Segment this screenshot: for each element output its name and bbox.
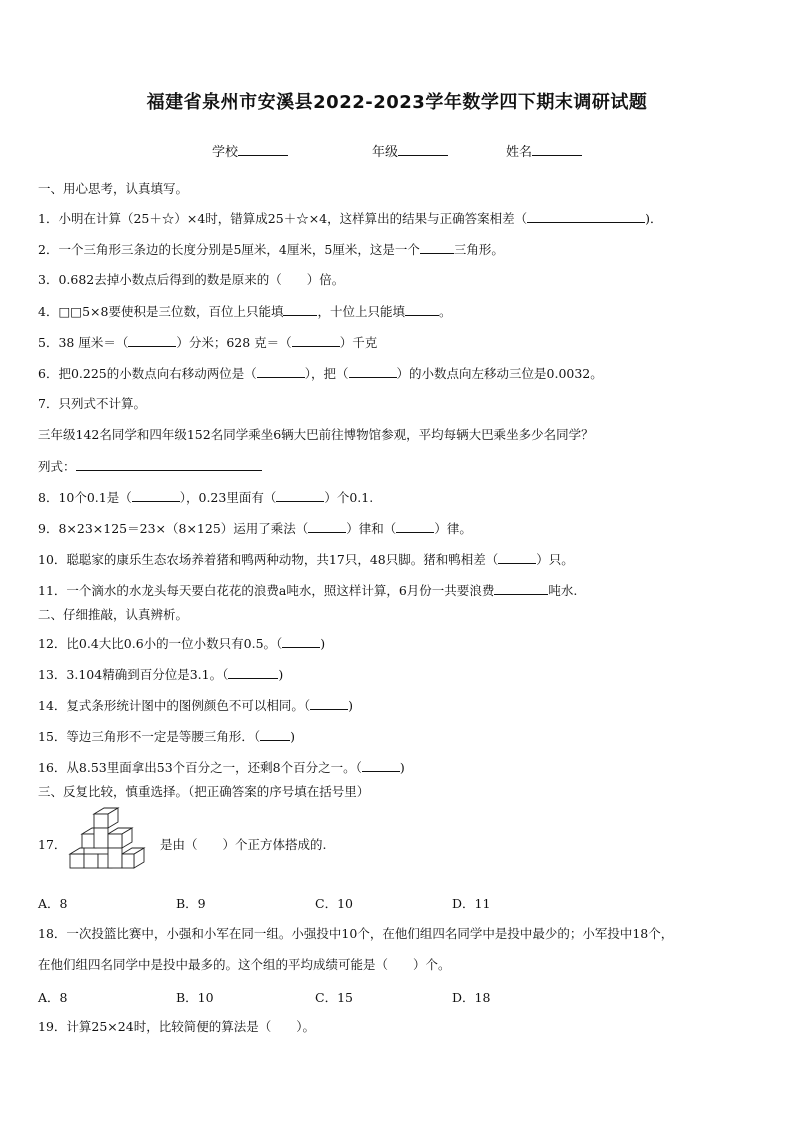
question-3: 3．0.682去掉小数点后得到的数是原来的（ ）倍。	[38, 272, 345, 287]
section-heading-3: 三、反复比较，慎重选择。（把正确答案的序号填在括号里）	[38, 784, 370, 799]
question-11: 11．一个滴水的水龙头每天要白花花的浪费a吨水，照这样计算，6月份一共要浪费 吨水.	[38, 583, 578, 598]
name-field	[506, 141, 582, 160]
grade-label: 年级	[372, 145, 399, 160]
school-label: 学校	[212, 145, 239, 160]
question-18: 18．一次投篮比赛中，小强和小军在同一组。小强投中10个，在他们组四名同学中是投中最少的；小军投中18个，	[38, 926, 674, 941]
question-9: 9．8×23×125＝23×（8×125）运用了乘法（ ）律和（ ）律。	[38, 521, 472, 536]
question-18-cont: 在他们组四名同学中是投中最多的。这个组的平均成绩可能是（ ）个。	[38, 957, 451, 972]
question-7-answer: 列式：	[38, 458, 262, 475]
option-b: B．9	[176, 896, 206, 911]
name-label: 姓名	[506, 145, 533, 160]
question-19: 19．计算25×24时，比较简便的算法是（ ）。	[38, 1019, 315, 1034]
question-4: 4．□□5×8要使积是三位数，百位上只能填 ，十位上只能填 。	[38, 304, 452, 319]
question-14: 14．复式条形统计图中的图例颜色不可以相同。（ )	[38, 698, 354, 713]
question-5: 5．38 厘米＝（ ）分米；628 克＝（ ）千克	[38, 335, 378, 350]
grade-blank	[398, 143, 448, 156]
option-a: A．8	[38, 896, 68, 911]
option-c: C．15	[315, 990, 353, 1005]
option-d: D．11	[452, 896, 491, 911]
question-12: 12．比0.4大比0.6小的一位小数只有0.5。（ )	[38, 636, 326, 651]
question-2: 2．一个三角形三条边的长度分别是5厘米，4厘米，5厘米，这是一个 三角形。	[38, 242, 504, 257]
question-17-number: 17．	[38, 837, 67, 852]
question-1: 1．小明在计算（25＋☆）×4时，错算成25＋☆×4，这样算出的结果与正确答案相差（ )．	[38, 211, 663, 226]
section-heading-1: 一、用心思考，认真填写。	[38, 181, 189, 196]
cube-stack-figure	[64, 806, 154, 878]
name-blank	[532, 143, 582, 156]
page-title: 福建省泉州市安溪县2022-2023学年数学四下期末调研试题	[146, 92, 648, 113]
option-c: C．10	[315, 896, 353, 911]
option-b: B．10	[176, 990, 214, 1005]
option-a: A．8	[38, 990, 68, 1005]
school-field	[212, 141, 288, 160]
question-15: 15．等边三角形不一定是等腰三角形．（ )	[38, 729, 296, 744]
option-d: D．18	[452, 990, 491, 1005]
question-13: 13．3.104精确到百分位是3.1。（ )	[38, 667, 284, 682]
school-blank	[238, 143, 288, 156]
question-7-text: 三年级142名同学和四年级152名同学乘坐6辆大巴前往博物馆参观，平均每辆大巴乘坐多少名同学？	[38, 427, 594, 442]
question-6: 6．把0.225的小数点向右移动两位是（ ），把（ ）的小数点向左移动三位是0.0032。	[38, 366, 603, 381]
grade-field	[372, 141, 448, 160]
question-16: 16．从8.53里面拿出53个百分之一，还剩8个百分之一。（ )	[38, 760, 405, 775]
question-8: 8．10个0.1是（ ），0.23里面有（ ）个0.1.	[38, 490, 374, 505]
question-17-text: 是由（ ）个正方体搭成的.	[160, 837, 327, 852]
question-10: 10．聪聪家的康乐生态农场养着猪和鸭两种动物，共17只，48只脚。猪和鸭相差（ ）只。	[38, 552, 574, 567]
section-heading-2: 二、仔细推敲，认真辨析。	[38, 607, 189, 622]
question-7: 7．只列式不计算。	[38, 396, 146, 411]
